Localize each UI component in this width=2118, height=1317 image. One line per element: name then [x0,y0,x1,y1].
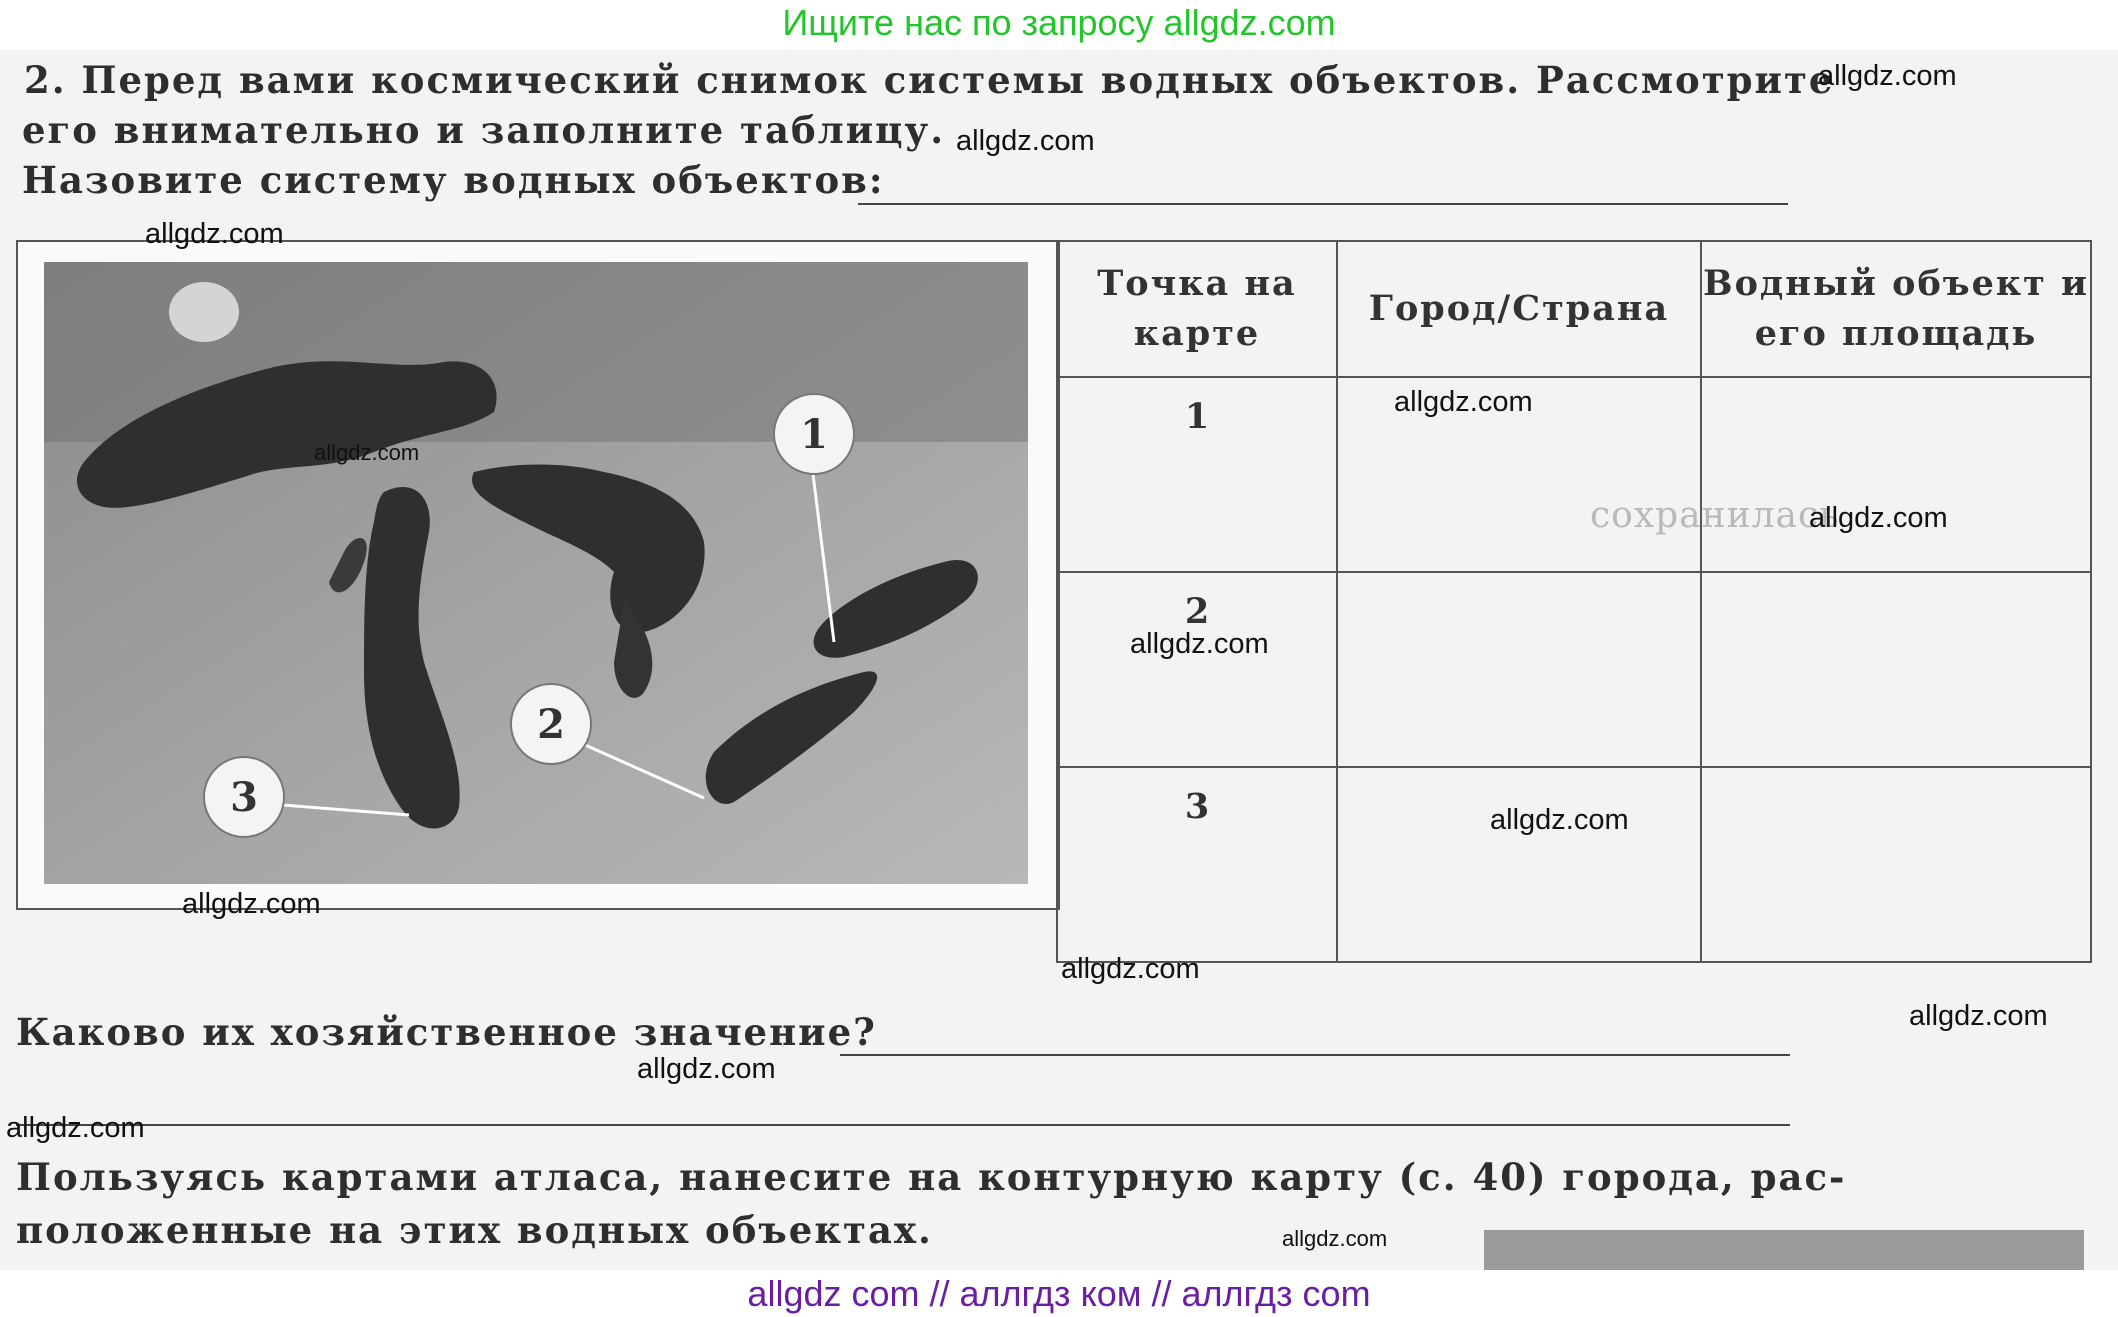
bottom-banner[interactable]: allgdz com // аллгдз ком // аллгдз com [0,1270,2118,1317]
watermark: allgdz.com [1282,1226,1388,1251]
instruction-line-1: Пользуясь картами атласа, нанесите на контурную карту (с. 40) города, рас- [16,1155,1847,1199]
header-city: Город/Страна [1337,241,1701,377]
answer-line-system-name[interactable] [858,203,1788,205]
table-row [1057,767,2091,962]
answer-line-economic-2[interactable] [16,1124,1790,1126]
map-marker-2-label: 2 [537,701,565,748]
watermark: allgdz.com [314,440,420,465]
cell-water[interactable] [1701,377,2091,572]
watermark: allgdz.com [1909,1000,2048,1032]
task-line-3: Назовите систему водных объектов: [22,158,885,202]
instruction-line-2: положенные на этих водных объектах. [16,1208,933,1252]
table-row [1057,572,2091,767]
watermark: allgdz.com [956,125,1095,157]
top-banner[interactable]: Ищите нас по запросу allgdz.com [782,2,1336,43]
bleed-through-text: сохранилась [1590,495,1840,536]
watermark: allgdz.com [1130,628,1269,660]
table-row [1057,377,2091,572]
question-economic-value: Каково их хозяйственное значение? [16,1010,877,1054]
watermark: allgdz.com [1061,953,1200,985]
cell-city[interactable] [1337,767,1701,962]
satellite-image-great-lakes [44,262,1028,884]
cell-water[interactable] [1701,767,2091,962]
map-marker-1-label: 1 [800,411,828,458]
header-point: Точка на карте [1057,241,1337,377]
answer-line-economic-1[interactable] [840,1054,1790,1056]
watermark: allgdz.com [1818,60,1957,92]
watermark: allgdz.com [145,218,284,250]
map-marker-3-label: 3 [230,774,258,821]
task-line-1: 2. Перед вами космический снимок системы водных объектов. Рассмотрите [24,58,1835,102]
cell-point: 3 [1057,767,1337,962]
watermark: allgdz.com [1809,502,1948,534]
watermark: allgdz.com [1490,804,1629,836]
cell-point: 2 [1057,572,1337,767]
task-line-2: его внимательно и заполните таблицу. [22,108,946,152]
watermark: allgdz.com [182,888,321,920]
watermark: allgdz.com [637,1053,776,1085]
cell-city[interactable] [1337,572,1701,767]
header-water-body: Водный объект и его площадь [1701,241,2091,377]
watermark: allgdz.com [1394,386,1533,418]
answer-table [1056,240,2092,963]
photo-fragment [1484,1230,2084,1270]
cell-water[interactable] [1701,572,2091,767]
table-header-row [1057,241,2091,377]
watermark: allgdz.com [6,1112,145,1144]
cell-point: 1 [1057,377,1337,572]
